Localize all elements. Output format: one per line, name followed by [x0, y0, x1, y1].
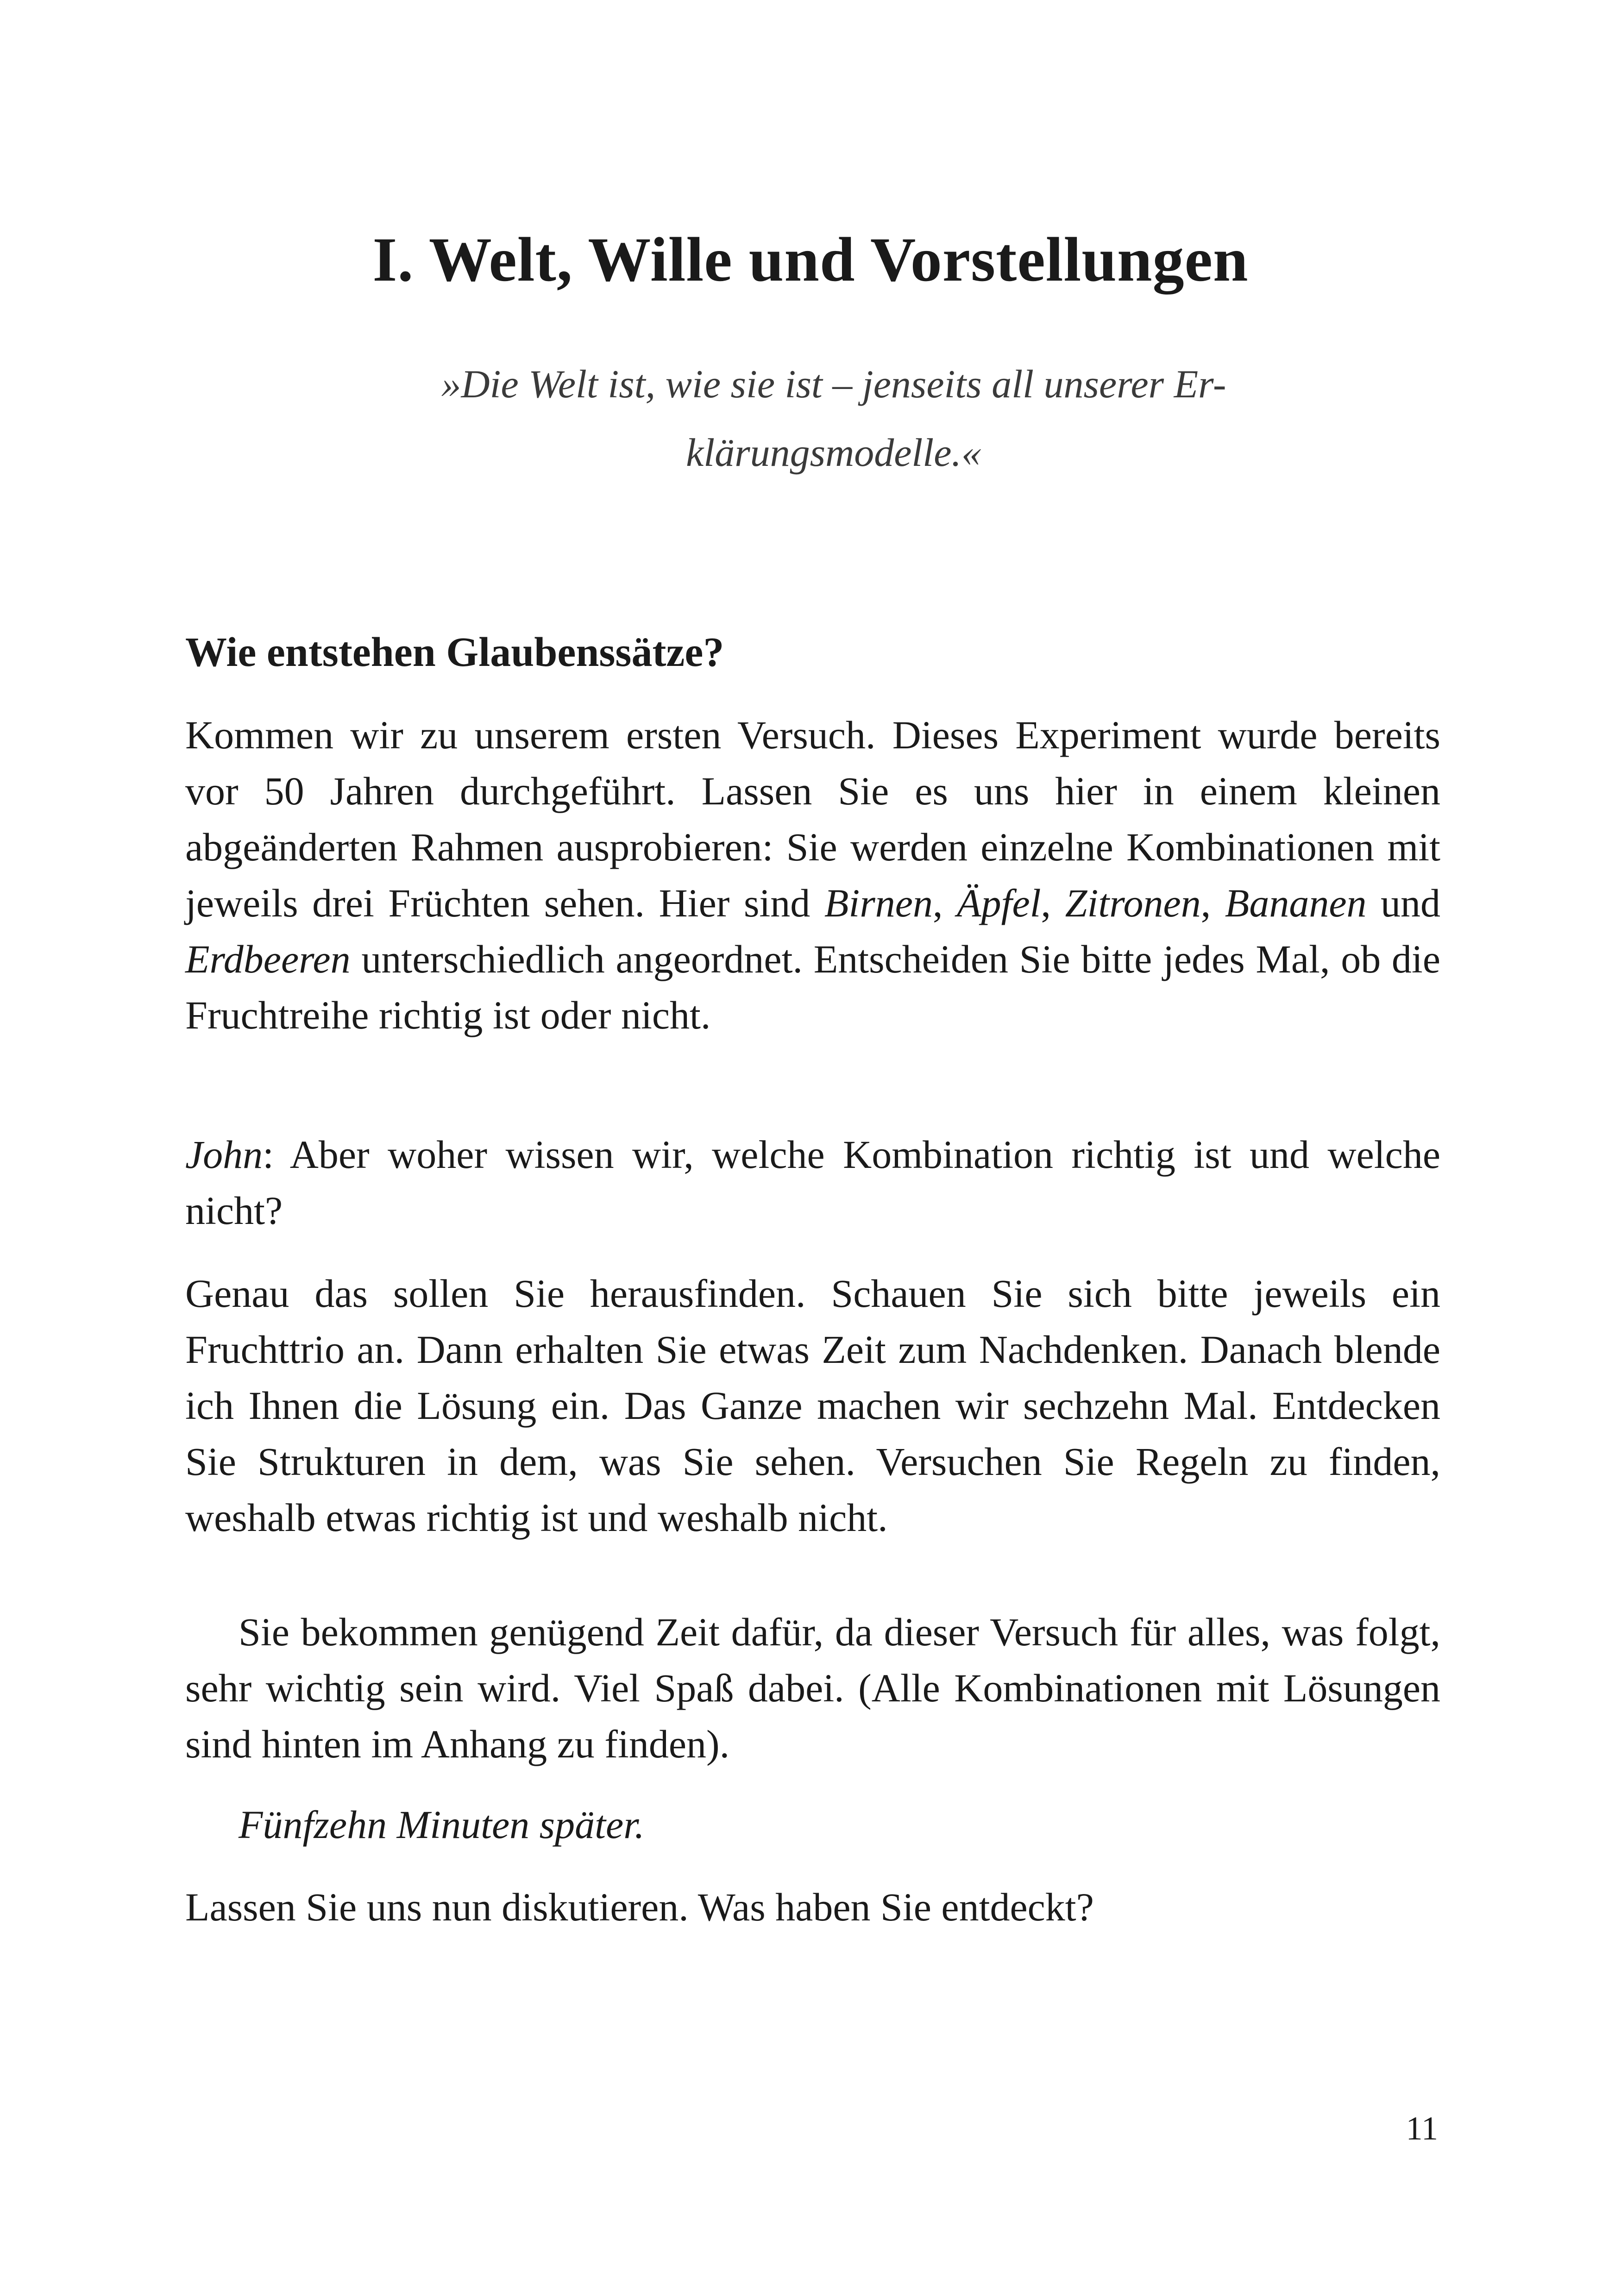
section-heading: Wie entstehen Glaubenssätze?: [185, 629, 724, 675]
stage-direction: Fünfzehn Minuten später.: [239, 1802, 645, 1847]
paragraph-dialogue: [185, 1127, 1440, 1239]
conjunction: und: [1366, 881, 1441, 925]
epigraph-line-2: klärungsmodelle.«: [686, 430, 981, 475]
paragraph-text: unterschiedlich angeordnet. Entscheiden Sie bitte jedes Mal, ob die Fruchtreihe richtig ist oder nicht.: [185, 937, 1440, 1037]
fruit-aepfel: Äpfel: [957, 881, 1041, 925]
paragraph-discussion: Lassen Sie uns nun diskutieren. Was haben Sie entdeckt?: [185, 1885, 1094, 1929]
page-number: 11: [1406, 2110, 1438, 2147]
epigraph: [398, 350, 1269, 487]
speaker-name: John: [185, 1132, 263, 1177]
paragraph-intro: [185, 707, 1440, 1043]
chapter-title: I. Welt, Wille und Vorstellungen: [372, 225, 1249, 295]
separator: ,: [1041, 881, 1065, 925]
dialogue-text: : Aber woher wissen wir, welche Kombination richtig ist und welche nicht?: [185, 1132, 1440, 1233]
paragraph-time-note: Sie bekommen genügend Zeit dafür, da dieser Versuch für alles, was folgt, sehr wichtig sein wird. Viel Spaß dabei. (Alle Kombinationen mit Lösungen sind hinten im Anhang zu finden).: [185, 1610, 1440, 1766]
paragraph-instructions: Genau das sollen Sie herausfinden. Schauen Sie sich bitte jeweils ein Fruchttrio an. Dann erhalten Sie etwas Zeit zum Nachdenken. Danach blende ich Ihnen die Lösung ein. Das Ganze machen wir sechzehn Mal. Entdecken Sie Strukturen in dem, was Sie sehen. Versuchen Sie Regeln zu finden, weshalb etwas richtig ist und weshalb nicht.: [185, 1271, 1440, 1540]
epigraph-line-1: »Die Welt ist, wie sie ist – jenseits all unserer Er-: [441, 362, 1226, 406]
fruit-birnen: Birnen: [824, 881, 933, 925]
separator: ,: [932, 881, 957, 925]
fruit-zitronen: Zitronen: [1065, 881, 1201, 925]
fruit-erdbeeren: Erdbeeren: [185, 937, 351, 981]
separator: ,: [1200, 881, 1225, 925]
paragraph-text: Kommen wir zu unserem ersten Versuch. Dieses Experiment wurde bereits vor 50 Jahren durchgeführt. Lassen Sie es uns hier in einem kleinen abgeänderten Rahmen ausprobieren: Sie werden einzelne Kombinationen mit jeweils drei Früchten sehen. Hier sind: [185, 713, 1440, 925]
fruit-bananen: Bananen: [1225, 881, 1367, 925]
